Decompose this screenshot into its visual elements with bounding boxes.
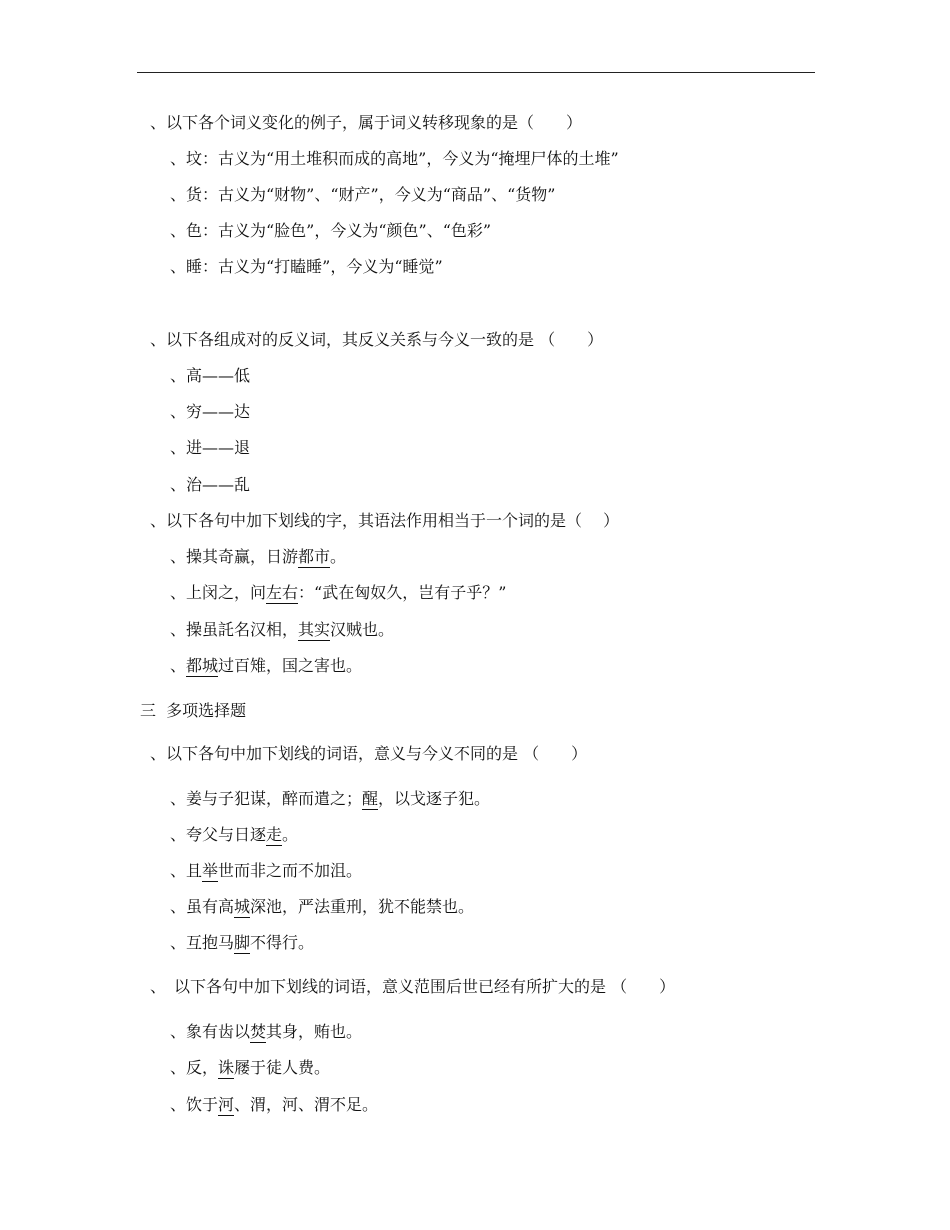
question-2-option-b: 、穷——达 (170, 402, 251, 421)
underlined-word: 左右 (266, 583, 299, 602)
multi-question-1-option-c: 、且举世而非之而不加沮。 (170, 861, 363, 880)
question-3-option-a: 、操其奇赢，日游都市。 (170, 547, 347, 566)
header-rule (137, 72, 815, 73)
underlined-word: 都市 (298, 547, 331, 566)
underlined-word: 河 (218, 1095, 235, 1114)
question-2-option-d: 、治——乱 (170, 475, 251, 494)
question-1-option-d: 、睡：古义为“打瞌睡”，今义为“睡觉” (170, 257, 443, 276)
underlined-word: 都城 (186, 656, 219, 675)
multi-question-1-option-e: 、互抱马脚不得行。 (170, 933, 315, 952)
multi-question-1-option-b: 、夸父与日逐走。 (170, 825, 299, 844)
multi-question-2-stem: 、 以下各句中加下划线的词语，意义范围后世已经有所扩大的是 （ ） (150, 977, 676, 996)
section-title: 三 多项选择题 (140, 701, 247, 720)
question-1-option-b: 、货：古义为“财物”、“财产”，今义为“商品”、“货物” (170, 185, 556, 204)
multi-question-2-option-c: 、饮于河、渭，河、渭不足。 (170, 1095, 379, 1114)
underlined-word: 举 (202, 861, 219, 880)
question-2-option-a: 、高——低 (170, 366, 251, 385)
multi-question-1-option-a: 、姜与子犯谋，醉而遣之；醒，以戈逐子犯。 (170, 789, 491, 808)
underlined-word: 醒 (362, 789, 379, 808)
question-1-stem: 、以下各个词义变化的例子，属于词义转移现象的是（ ） (150, 113, 583, 132)
multi-question-1-option-d: 、虽有高城深池，严法重刑，犹不能禁也。 (170, 897, 475, 916)
question-3-option-b: 、上闵之，问左右：“武在匈奴久，岂有子乎？” (170, 583, 507, 602)
underlined-word: 走 (266, 825, 283, 844)
question-2-stem: 、以下各组成对的反义词，其反义关系与今义一致的是 （ ） (150, 330, 604, 349)
multi-question-2-option-b: 、反，诛屦于徒人费。 (170, 1058, 331, 1077)
question-1-option-a: 、坟：古义为“用土堆积而成的高地”，今义为“掩埋尸体的土堆” (170, 149, 619, 168)
question-3-stem: 、以下各句中加下划线的字，其语法作用相当于一个词的是（ ） (150, 511, 620, 530)
question-3-option-c: 、操虽託名汉相，其实汉贼也。 (170, 620, 395, 639)
question-1-option-c: 、色：古义为“脸色”，今义为“颜色”、“色彩” (170, 221, 492, 240)
underlined-word: 脚 (234, 933, 251, 952)
question-3-option-d: 、都城过百雉，国之害也。 (170, 656, 363, 675)
multi-question-1-stem: 、以下各句中加下划线的词语，意义与今义不同的是 （ ） (150, 744, 588, 763)
question-2-option-c: 、进——退 (170, 438, 251, 457)
underlined-word: 焚 (250, 1022, 267, 1041)
multi-question-2-option-a: 、象有齿以焚其身，贿也。 (170, 1022, 363, 1041)
underlined-word: 城 (234, 897, 251, 916)
underlined-word: 诛 (218, 1058, 235, 1077)
underlined-word: 其实 (298, 620, 331, 639)
